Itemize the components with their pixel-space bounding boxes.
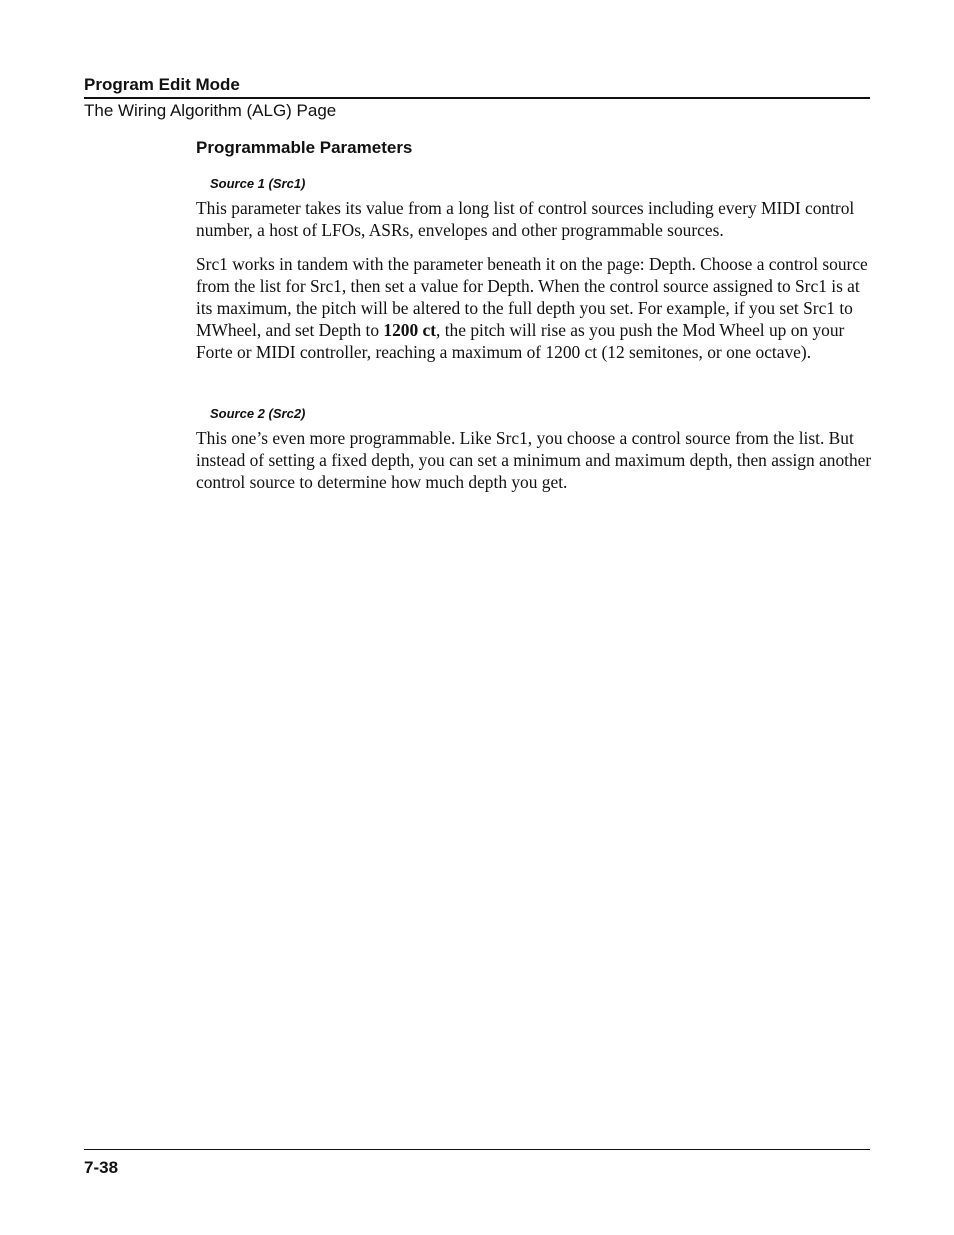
param-heading-src1: Source 1 (Src1) <box>210 176 306 191</box>
paragraph-src1-intro: This parameter takes its value from a long list of control sources including every MIDI control number, a host of LFOs, ASRs, envelopes and other programmable sources. <box>196 198 855 240</box>
running-header-subtitle: The Wiring Algorithm (ALG) Page <box>84 101 337 120</box>
page-number: 7-38 <box>84 1158 119 1177</box>
paragraph-text: Src1 works in tandem with the parameter beneath it on the page: Depth. Choose a control source from the list for Src1, then set a value for Depth. When the control source assigned to Src1 is at its maximum, the pitch will be altered to the full depth you set. For example, if you set Src1 to MWheel, and set Depth to <box>196 254 868 340</box>
paragraph-src2: This one’s even more programmable. Like Src1, you choose a control source from the list. But instead of setting a fixed depth, you can set a minimum and maximum depth, then assign another control source to determine how much depth you get. <box>196 428 872 492</box>
running-header-title: Program Edit Mode <box>84 75 240 94</box>
footer-rule <box>84 1149 870 1150</box>
section-heading: Programmable Parameters <box>196 138 413 157</box>
paragraph-src1-depth <box>196 254 872 364</box>
header-rule <box>84 97 870 99</box>
param-heading-src2: Source 2 (Src2) <box>210 406 306 421</box>
depth-value-bold: 1200 ct <box>383 319 437 340</box>
paragraph-text: , the pitch will rise as you push the Mod Wheel up on your Forte or MIDI controller, reaching a maximum of 1200 ct (12 semitones, or one octave). <box>196 319 845 362</box>
